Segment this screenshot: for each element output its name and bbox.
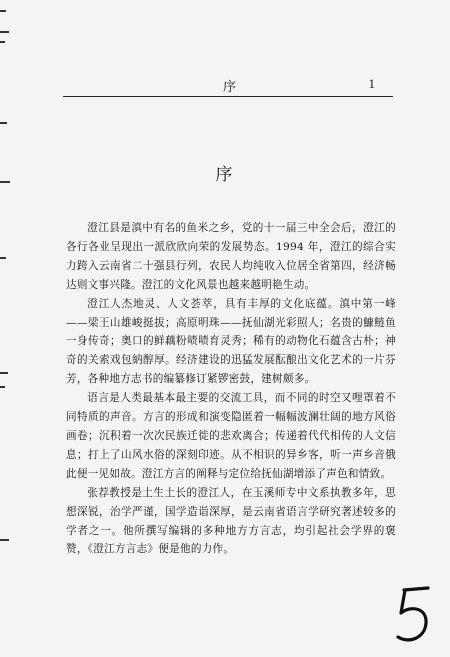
page-number: 1 xyxy=(368,76,375,91)
scan-edge-marks xyxy=(0,0,14,657)
running-title: 序 xyxy=(223,80,237,95)
chapter-title: 序 xyxy=(215,165,235,185)
running-header xyxy=(63,76,393,94)
paragraph: 澄江人杰地灵、人文荟萃，具有丰厚的文化底蕴。滇中第一峰——梁王山雄峻挺拔；高原明珠——抚仙湖光彩照人；名贵的鱇鲢鱼一身传奇；奥口的鲜藕粉啧啧育灵秀；稀有的动物化石蕴含古朴；神奇的关索戏包納醇厚。经济建设的迅猛发展酝酿出文化艺术的一片芬芳，各种地方志书的编纂修订紧锣密鼓，建树颇多。 xyxy=(66,297,396,386)
header-rule xyxy=(63,96,393,97)
paragraph: 语言是人类最基本最主要的交流工具，而不同的时空又哩罩着不同特质的声音。方言的形成和演变隐匿着一幅幅波澜壮阔的地方风俗画卷；沉积着一次次民族迁徙的悲欢离合；传递着代代相传的人文信息；打上了山风水俗的深刻印迹。从不相识的异乡客，听一声乡音俄此便一见如故。澄江方言的阐释与定位给抚仙湖增添了声色和情致。 xyxy=(66,392,396,480)
body-text xyxy=(66,219,396,559)
paragraph: 张荐教授是土生土长的澄江人，在玉溪师专中文系执教多年，思想深锐，治学严谨，国学造诣深厚，是云南省语言学研究著述较多的学者之一。他所撰写编辑的多种地方方言志，均引起社会学界的褒赞，《澄江方言志》便是他的力作。 xyxy=(66,486,396,556)
handwritten-mark xyxy=(392,586,436,646)
paragraph: 澄江县是滇中有名的鱼米之乡，党的十一届三中全会后，澄江的各行各业呈现出一派欣欣向荣的发展势态。1994 年，澄江的综合实力跨入云南省二十强县行列，农民人均纯收入位居全省第四，经济畅达则文事兴隆。澄江的文化风景也越来越明艳生动。 xyxy=(66,222,396,291)
